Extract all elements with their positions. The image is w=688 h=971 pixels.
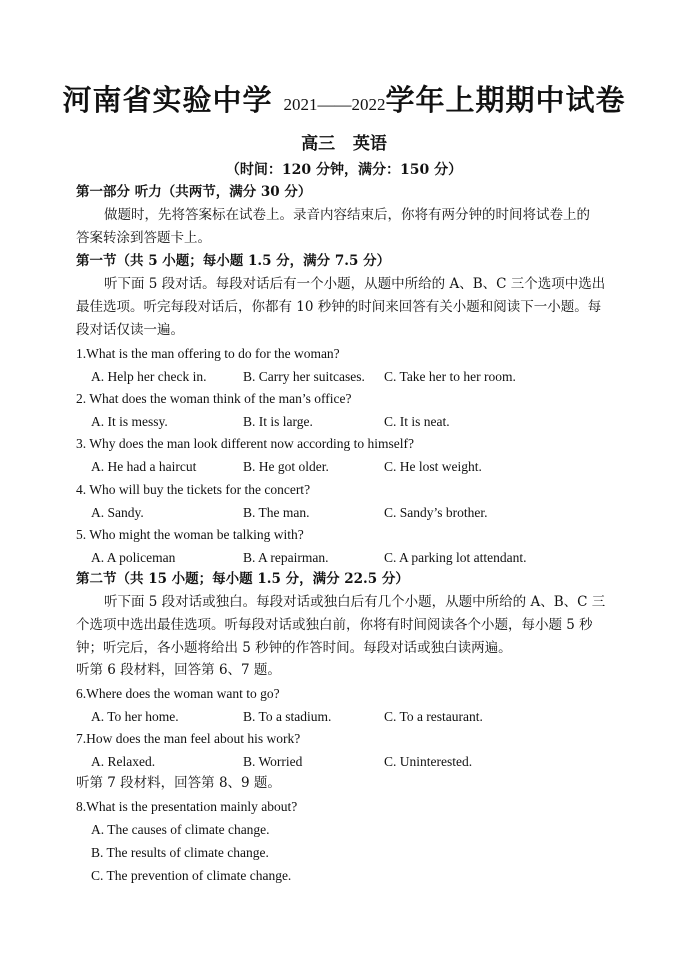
section2-intro-line2: 个选项中选出最佳选项。听每段对话或独白前，你将有时间阅读各个小题，每小题 5 秒 [76,617,593,633]
q8-option-c: C. The prevention of climate change. [91,868,292,883]
material-6-note: 听第 6 段材料，回答第 6、7 题。 [76,662,281,678]
q5-option-c: C. A parking lot attendant. [384,550,527,565]
question-5: 5. Who might the woman be talking with? [76,527,304,542]
q2-option-b: B. It is large. [243,414,313,429]
question-6: 6.Where does the woman want to go? [76,686,280,701]
q1-option-b: B. Carry her suitcases. [243,369,365,384]
q3-option-a: A. He had a haircut [91,459,197,474]
exam-subtitle: 高三 英语 [301,134,387,154]
question-3: 3. Why does the man look different now according to himself? [76,436,415,451]
time-note: （时间：120 分钟，满分：150 分） [225,162,463,178]
title-years: 2021——2022 [283,95,386,114]
section2-heading: 第二节（共 15 小题；每小题 1.5 分，满分 22.5 分） [76,571,409,587]
q8-option-a: A. The causes of climate change. [91,822,270,837]
q6-option-a: A. To her home. [91,709,179,724]
part1-intro-line2: 答案转涂到答题卡上。 [76,230,211,246]
q6-option-c: C. To a restaurant. [384,709,483,724]
question-4: 4. Who will buy the tickets for the concert? [76,482,311,497]
part1-intro-line1: 做题时，先将答案标在试卷上。录音内容结束后，你将有两分钟的时间将试卷上的 [104,207,590,223]
q2-option-c: C. It is neat. [384,414,450,429]
q7-option-a: A. Relaxed. [91,754,156,769]
q2-option-a: A. It is messy. [91,414,168,429]
q3-option-b: B. He got older. [243,459,329,474]
section2-intro-line1: 听下面 5 段对话或独白。每段对话或独白后有几个小题，从题中所给的 A、B、C 三 [104,594,606,610]
question-8: 8.What is the presentation mainly about? [76,799,298,814]
question-2: 2. What does the woman think of the man’s office? [76,391,352,406]
section1-heading: 第一节（共 5 小题；每小题 1.5 分，满分 7.5 分） [76,253,391,269]
q8-option-b: B. The results of climate change. [91,845,269,860]
question-1: 1.What is the man offering to do for the woman? [76,346,340,361]
q5-option-a: A. A policeman [91,550,176,565]
question-7: 7.How does the man feel about his work? [76,731,301,746]
q6-option-b: B. To a stadium. [243,709,332,724]
q1-option-a: A. Help her check in. [91,369,207,384]
section1-intro-line1: 听下面 5 段对话。每段对话后有一个小题，从题中所给的 A、B、C 三个选项中选出 [104,276,606,292]
section2-intro-line3: 钟；听完后，各小题将给出 5 秒钟的作答时间。每段对话或独白读两遍。 [76,640,512,656]
q3-option-c: C. He lost weight. [384,459,482,474]
material-7-note: 听第 7 段材料，回答第 8、9 题。 [76,775,281,791]
q4-option-b: B. The man. [243,505,310,520]
part1-heading: 第一部分 听力（共两节，满分 30 分） [76,184,312,200]
q4-option-a: A. Sandy. [91,505,144,520]
exam-title [0,78,688,119]
q7-option-b: B. Worried [243,754,303,769]
q4-option-c: C. Sandy’s brother. [384,505,488,520]
title-term: 学年上期期中试卷 [385,83,626,117]
title-school: 河南省实验中学 [62,83,284,117]
q5-option-b: B. A repairman. [243,550,329,565]
section1-intro-line3: 段对话仅读一遍。 [76,322,184,338]
q7-option-c: C. Uninterested. [384,754,473,769]
q1-option-c: C. Take her to her room. [384,369,516,384]
section1-intro-line2: 最佳选项。听完每段对话后，你都有 10 秒钟的时间来回答有关小题和阅读下一小题。每 [76,299,602,315]
